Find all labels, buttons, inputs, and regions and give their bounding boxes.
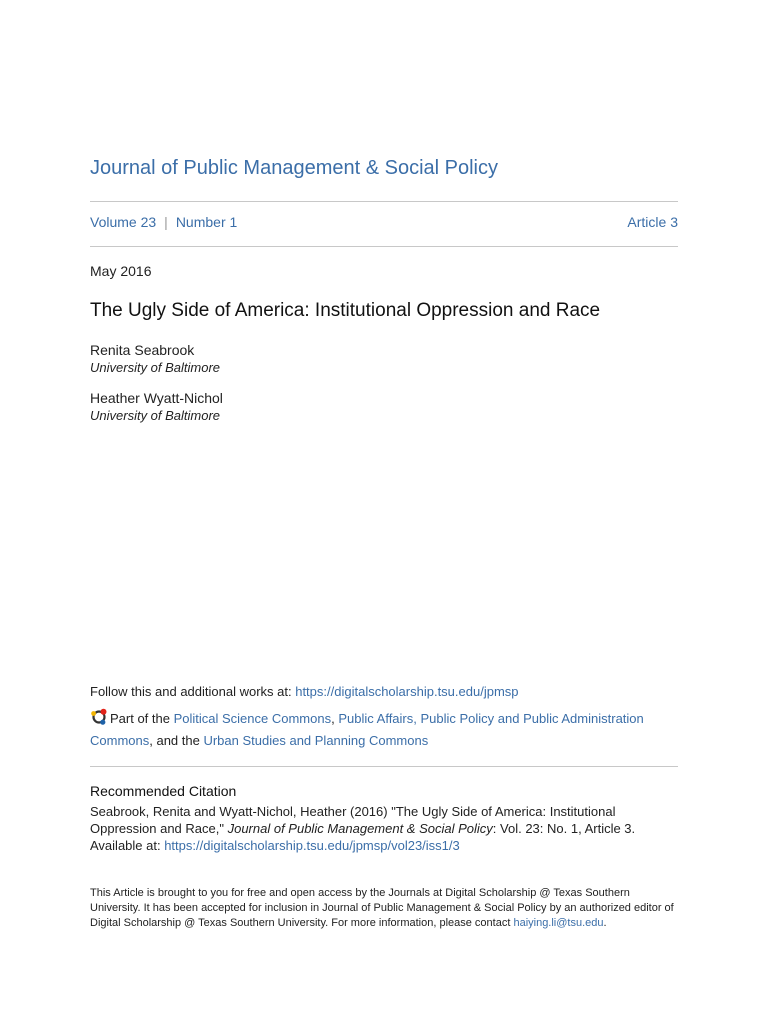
available-url-link[interactable]: https://digitalscholarship.tsu.edu/jpmsp/vol23/iss1/3 xyxy=(164,838,460,853)
follow-label: Follow this and additional works at: xyxy=(90,684,296,699)
journal-title[interactable]: Journal of Public Management & Social Policy xyxy=(90,157,498,179)
header-divider-bottom xyxy=(90,246,678,247)
publication-date: May 2016 xyxy=(90,263,152,279)
header-divider-top xyxy=(90,201,678,202)
author-name: Renita Seabrook xyxy=(90,342,195,358)
follow-url-link[interactable]: https://digitalscholarship.tsu.edu/jpmsp xyxy=(295,684,519,699)
commons-prefix: Part of the xyxy=(110,711,174,726)
political-science-commons-link[interactable]: Political Science Commons xyxy=(173,711,332,726)
citation-text-part: : Vol. 23: No. 1, Article 3. xyxy=(492,821,636,836)
volume-link[interactable]: Volume 23 xyxy=(90,214,157,230)
issue-bar xyxy=(90,214,678,230)
access-notice xyxy=(90,886,678,931)
network-icon xyxy=(90,708,108,726)
author-affiliation: University of Baltimore xyxy=(90,360,221,375)
available-label: Available at: xyxy=(90,838,165,853)
recommended-citation-heading: Recommended Citation xyxy=(90,783,237,799)
article-title: The Ugly Side of America: Institutional Oppression and Race xyxy=(90,300,601,321)
author-block xyxy=(90,341,220,376)
commons-separator: , and the xyxy=(149,733,204,748)
number-link[interactable]: Number 1 xyxy=(175,214,238,230)
follow-line xyxy=(90,684,519,699)
citation-text-part: Seabrook, Renita and Wyatt-Nichol, Heather (2016) "The Ugly Side of America: Institutional Oppression and Race," xyxy=(90,804,616,836)
author-name: Heather Wyatt-Nichol xyxy=(90,390,223,406)
article-link[interactable]: Article 3 xyxy=(627,214,678,230)
public-affairs-commons-link-cont[interactable]: Commons xyxy=(90,733,150,748)
public-affairs-commons-link[interactable]: Public Affairs, Public Policy and Public Administration xyxy=(338,711,644,726)
contact-email-link[interactable]: haiying.li@tsu.edu xyxy=(513,917,604,929)
author-block xyxy=(90,389,223,424)
issue-separator: | xyxy=(164,214,168,230)
notice-text: This Article is brought to you for free and open access by the Journals at Digital Scholarship @ Texas Southern University. It has been accepted for inclusion in Journal of Public Management & Social Policy by an authorized editor of Digital Scholarship @ Texas Southern University. For more information, please contact xyxy=(90,887,674,929)
citation-text xyxy=(90,803,678,854)
commons-disciplines xyxy=(90,708,678,752)
urban-studies-commons-link[interactable]: Urban Studies and Planning Commons xyxy=(203,733,429,748)
citation-divider xyxy=(90,766,678,767)
citation-journal-italic: Journal of Public Management & Social Policy xyxy=(227,821,493,836)
author-affiliation: University of Baltimore xyxy=(90,408,221,423)
commons-separator: , xyxy=(331,711,339,726)
notice-end: . xyxy=(603,917,607,929)
